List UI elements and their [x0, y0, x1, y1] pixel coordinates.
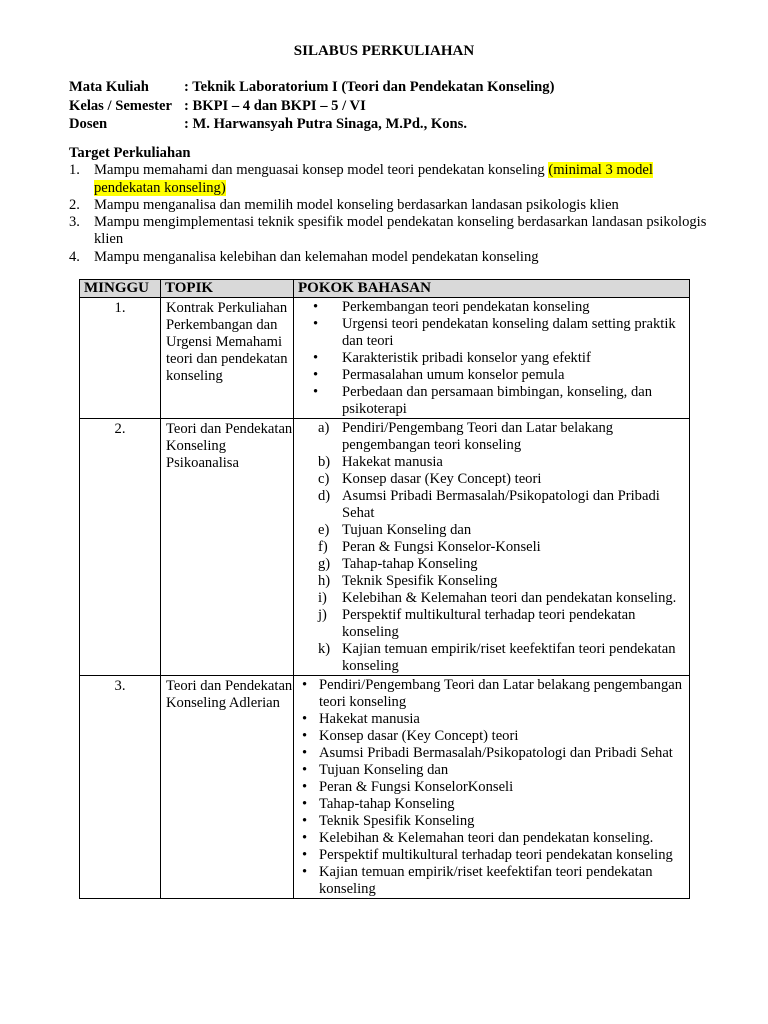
info-value: : BKPI – 4 dan BKPI – 5 / VI — [184, 97, 366, 114]
target-text: Mampu mengimplementasi teknik spesifik model pendekatan konseling berdasarkan landasan psikologis klien — [94, 214, 707, 248]
info-label: Mata Kuliah — [69, 79, 149, 95]
list-marker: • — [302, 796, 308, 812]
list-marker: e) — [318, 522, 330, 538]
course-info — [69, 78, 554, 134]
subject-cell — [294, 419, 690, 676]
subject-text: Perkembangan teori pendekatan konseling — [342, 299, 590, 315]
header-minggu: MINGGU — [80, 280, 161, 298]
list-marker: • — [313, 316, 319, 332]
list-marker: • — [302, 728, 308, 744]
topic-cell: Teori dan Pendekatan Konseling Adlerian — [161, 676, 294, 899]
subject-item — [298, 316, 685, 350]
subject-list — [298, 677, 685, 898]
list-marker: b) — [318, 454, 331, 470]
list-marker: • — [302, 830, 308, 846]
info-row-lecturer — [69, 115, 554, 134]
subject-text: Tahap-tahap Konseling — [319, 796, 455, 812]
subject-list — [298, 299, 685, 418]
list-marker: g) — [318, 556, 331, 572]
subject-text: Kajian temuan empirik/riset keefektifan teori pendekatan konseling — [319, 864, 653, 897]
list-marker: • — [313, 384, 319, 400]
list-marker: • — [302, 745, 308, 761]
target-text: Mampu memahami dan menguasai konsep model teori pendekatan konseling — [94, 162, 549, 179]
target-heading: Target Perkuliahan — [69, 145, 191, 161]
subject-item — [298, 796, 685, 813]
list-marker: h) — [318, 573, 331, 589]
list-marker: d) — [318, 488, 331, 504]
topic-cell: Kontrak Perkuliahan Perkembangan dan Urgensi Memahami teori dan pendekatan konseling — [161, 298, 294, 419]
subject-text: Tujuan Konseling dan — [342, 522, 472, 538]
subject-text: Tahap-tahap Konseling — [342, 556, 478, 572]
topic-cell: Teori dan Pendekatan Konseling Psikoanalisa — [161, 419, 294, 676]
document-title: SILABUS PERKULIAHAN — [293, 43, 475, 59]
list-marker: • — [302, 711, 308, 727]
target-number: 3. — [69, 214, 80, 231]
list-marker: • — [302, 779, 308, 795]
subject-item — [298, 350, 685, 367]
subject-text: Kelebihan & Kelemahan teori dan pendekatan konseling. — [342, 590, 677, 606]
week-cell: 2. — [80, 419, 161, 676]
list-marker: • — [302, 762, 308, 778]
subject-item — [298, 847, 685, 864]
subject-item — [298, 454, 685, 471]
target-item — [69, 162, 709, 197]
target-number: 1. — [69, 162, 80, 179]
subject-text: Kelebihan & Kelemahan teori dan pendekatan konseling. — [319, 830, 654, 846]
list-marker: j) — [318, 607, 327, 623]
syllabus-table — [79, 279, 690, 899]
table-header-row — [80, 280, 690, 298]
subject-text: Konsep dasar (Key Concept) teori — [319, 728, 519, 744]
subject-text: Konsep dasar (Key Concept) teori — [342, 471, 542, 487]
subject-item — [298, 573, 685, 590]
subject-item — [298, 864, 685, 898]
subject-item — [298, 641, 685, 675]
header-topik: TOPIK — [161, 280, 294, 298]
info-value: : M. Harwansyah Putra Sinaga, M.Pd., Kons. — [184, 116, 467, 132]
target-number: 4. — [69, 248, 80, 265]
subject-item — [298, 728, 685, 745]
week-cell: 1. — [80, 298, 161, 419]
table-row — [80, 298, 690, 419]
list-marker: • — [313, 350, 319, 366]
subject-text: Peran & Fungsi Konselor-Konseli — [342, 539, 541, 555]
target-text: Mampu menganalisa kelebihan dan kelemahan model pendekatan konseling — [94, 248, 539, 265]
subject-text: Tujuan Konseling dan — [319, 762, 449, 778]
subject-item — [298, 711, 685, 728]
info-value: : Teknik Laboratorium I (Teori dan Pendekatan Konseling) — [184, 79, 555, 95]
subject-text: Karakteristik pribadi konselor yang efektif — [342, 350, 591, 366]
subject-item — [298, 471, 685, 488]
list-marker: • — [313, 367, 319, 383]
target-list — [69, 162, 709, 266]
week-cell: 3. — [80, 676, 161, 899]
list-marker: k) — [318, 641, 331, 657]
subject-text: Urgensi teori pendekatan konseling dalam setting praktik dan teori — [342, 316, 676, 349]
subject-item — [298, 367, 685, 384]
table-row — [80, 676, 690, 899]
list-marker: • — [302, 864, 308, 880]
subject-item — [298, 779, 685, 796]
subject-cell — [294, 676, 690, 899]
highlighted-text: (minimal 3 model pendekatan konseling) — [94, 162, 653, 196]
list-marker: i) — [318, 590, 327, 606]
list-marker: c) — [318, 471, 330, 487]
target-text: Mampu menganalisa dan memilih model konseling berdasarkan landasan psikologis klien — [94, 196, 619, 213]
target-item — [69, 214, 709, 249]
subject-text: Perspektif multikultural terhadap teori pendekatan konseling — [319, 847, 673, 863]
subject-text: Perbedaan dan persamaan bimbingan, konseling, dan psikoterapi — [342, 384, 653, 417]
list-marker: • — [302, 677, 308, 693]
subject-text: Perspektif multikultural terhadap teori pendekatan konseling — [342, 607, 636, 640]
subject-list — [298, 420, 685, 675]
subject-text: Pendiri/Pengembang Teori dan Latar belakang pengembangan teori konseling — [319, 677, 683, 710]
subject-item — [298, 813, 685, 830]
subject-text: Asumsi Pribadi Bermasalah/Psikopatologi dan Pribadi Sehat — [319, 745, 673, 761]
list-marker: • — [313, 299, 319, 315]
subject-item — [298, 830, 685, 847]
subject-text: Asumsi Pribadi Bermasalah/Psikopatologi dan Pribadi Sehat — [342, 488, 660, 521]
subject-item — [298, 677, 685, 711]
list-marker: • — [302, 847, 308, 863]
subject-item — [298, 522, 685, 539]
subject-text: Pendiri/Pengembang Teori dan Latar belakang pengembangan teori konseling — [342, 420, 614, 453]
info-label: Kelas / Semester — [69, 97, 172, 114]
subject-text: Teknik Spesifik Konseling — [342, 573, 498, 589]
table-row — [80, 419, 690, 676]
header-pokok-bahasan: POKOK BAHASAN — [294, 280, 690, 298]
list-marker: • — [302, 813, 308, 829]
subject-text: Permasalahan umum konselor pemula — [342, 367, 565, 383]
info-row-class — [69, 97, 554, 116]
subject-item — [298, 488, 685, 522]
subject-item — [298, 607, 685, 641]
target-number: 2. — [69, 196, 80, 213]
target-section — [69, 145, 709, 266]
subject-item — [298, 556, 685, 573]
subject-cell — [294, 298, 690, 419]
subject-item — [298, 420, 685, 454]
subject-item — [298, 384, 685, 418]
info-label: Dosen — [69, 116, 108, 132]
subject-item — [298, 539, 685, 556]
subject-item — [298, 762, 685, 779]
subject-text: Hakekat manusia — [319, 711, 420, 727]
subject-text: Hakekat manusia — [342, 454, 443, 470]
info-row-course — [69, 78, 554, 97]
subject-text: Teknik Spesifik Konseling — [319, 813, 475, 829]
list-marker: f) — [318, 539, 328, 555]
target-item — [69, 197, 709, 214]
subject-text: Peran & Fungsi KonselorKonseli — [319, 779, 514, 795]
subject-item — [298, 745, 685, 762]
subject-text: Kajian temuan empirik/riset keefektifan teori pendekatan konseling — [342, 641, 676, 674]
list-marker: a) — [318, 420, 330, 436]
subject-item — [298, 299, 685, 316]
subject-item — [298, 590, 685, 607]
target-item — [69, 249, 709, 266]
